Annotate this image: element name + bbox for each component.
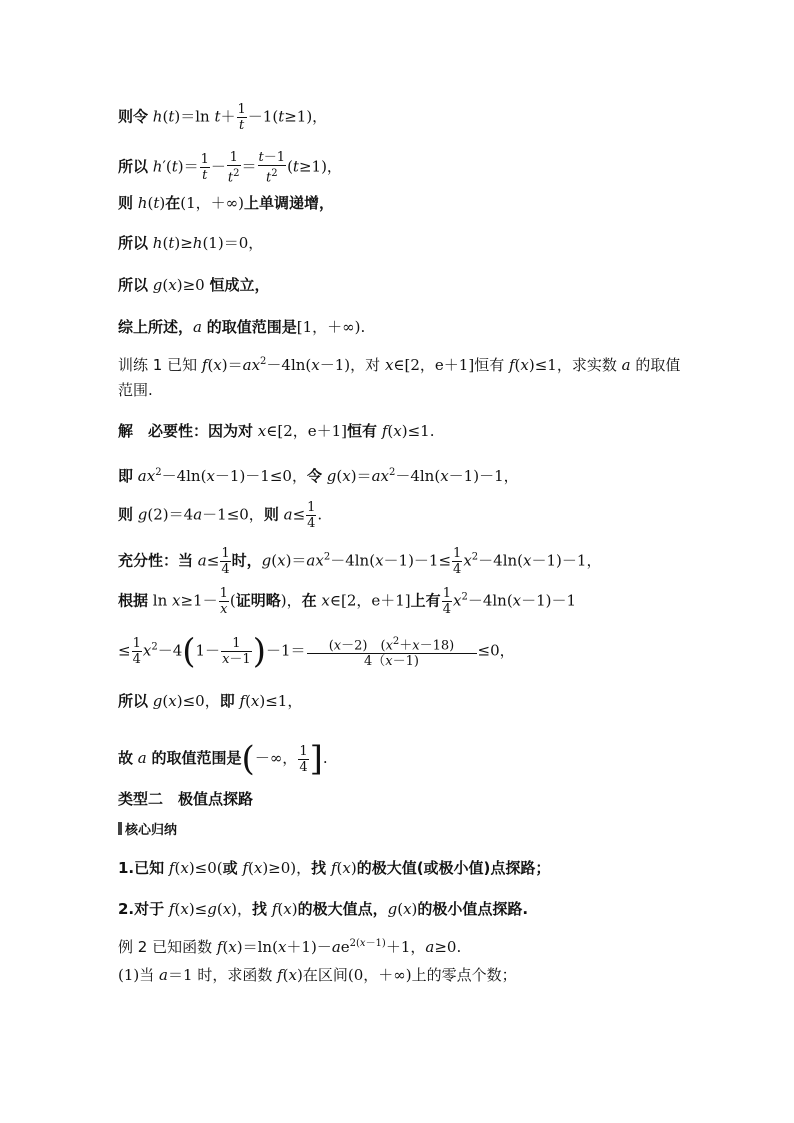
line-13: 根据 ln x≥1－ $\frac{1}{x}$ (证明略)，在 x∈[2，e＋1]上有 $\frac{1}{4}$ $x^2-4\ln(x-1)-1$ <box>118 586 577 617</box>
line-20: 2.对于 f(x)≤g(x)，找 f(x)的极大值点，g(x)的极小值点探路. <box>118 900 529 918</box>
section-heading: 类型二 极值点探路 <box>118 790 254 808</box>
line-8: 范围. <box>118 381 153 399</box>
line-12: 充分性：当 a≤ $\frac{1}{4}$ 时，$g(x)=ax^2-4\ln(x-1)-1\le$ $\frac{1}{4}$ $x^2-4\ln(x-1)-1$， <box>118 546 602 577</box>
line-15: 所以 g(x)≤0，即 f(x)≤1， <box>118 692 303 710</box>
line-7: 训练 1 已知 $f(x)=ax^2-4\ln(x-1)$，对 x∈[2，e＋1]恒有 f(x)≤1，求实数 a 的取值 <box>118 356 681 374</box>
line-9: 解 必要性：因为对 x∈[2，e＋1]恒有 f(x)≤1. <box>118 422 435 440</box>
line-6: 综上所述，a 的取值范围是[1，＋∞). <box>118 318 366 336</box>
line-10: 即 $ax^2-4\ln(x-1)-1\le 0$，令 $g(x)=ax^2-4\ln(x-1)-1$， <box>118 467 519 485</box>
line-14: ≤ $\frac{1}{4}$ $x^2-4(1-$ $\frac{1}{x-1}$ )－1＝ $\frac{(x-2) (x^2+x-18)}{4(x-1)}$ ≤0， <box>118 631 515 672</box>
line-22: (1)当 a＝1 时，求函数 f(x)在区间(0，＋∞)上的零点个数； <box>118 966 517 984</box>
summary-heading: 核心归纳 <box>118 822 177 840</box>
line-11: 则 g(2)＝4a－1≤0，则 a≤ $\frac{1}{4}$ . <box>118 500 323 531</box>
line-16: 故 a 的取值范围是(－∞， $\frac{1}{4}$ ]. <box>118 739 328 779</box>
line-4: 所以 h(t)≥h(1)＝0， <box>118 234 264 252</box>
line-5: 所以 g(x)≥0 恒成立， <box>118 276 270 294</box>
line-1: 则令 h(t)＝ln t＋ $\frac{1}{t}$ －1(t≥1)， <box>118 102 328 133</box>
line-3: 则 h(t)在(1，＋∞)上单调递增， <box>118 194 334 212</box>
bar-icon <box>118 822 122 835</box>
fraction: $\frac{1}{t}$ <box>237 102 246 133</box>
line-2: 所以 h′(t)＝ $\frac{1}{t}$ － $\frac{1}{t^2}$ ＝ $\frac{t-1}{t^2}$ (t≥1)， <box>118 150 342 186</box>
line-21: 例 2 已知函数 $f(x)=\ln(x+1)-ae^{2(x-1)}+1$，a≥0. <box>118 938 462 956</box>
line-19: 1.已知 f(x)≤0(或 f(x)≥0)，找 f(x)的极大值(或极小值)点探路； <box>118 859 551 877</box>
